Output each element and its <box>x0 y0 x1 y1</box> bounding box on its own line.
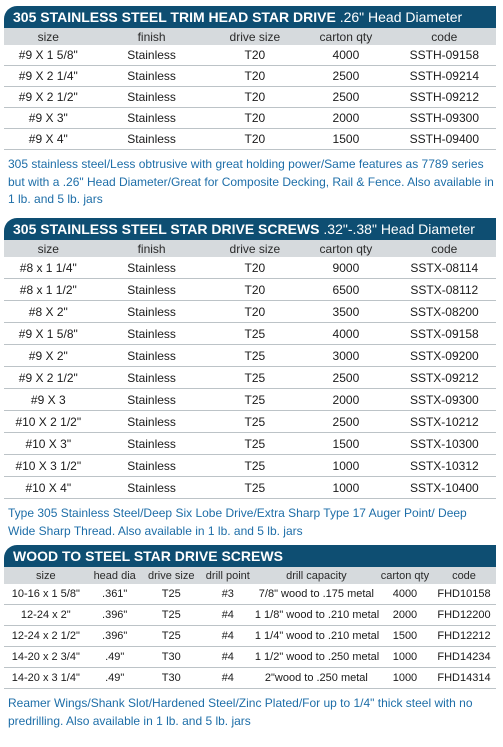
cell: Stainless <box>93 66 211 87</box>
cell: SSTX-08114 <box>393 257 496 279</box>
cell: #9 X 4" <box>4 129 93 150</box>
column-header: head dia <box>88 567 142 584</box>
cell: #8 x 1 1/4" <box>4 257 93 279</box>
cell: 1000 <box>299 477 392 499</box>
cell: .396" <box>88 626 142 647</box>
cell: 1000 <box>378 647 432 668</box>
cell: .49" <box>88 647 142 668</box>
cell: 1500 <box>378 626 432 647</box>
table-header-row <box>4 240 496 257</box>
cell: Stainless <box>93 389 211 411</box>
table-row <box>4 605 496 626</box>
cell: 1000 <box>299 455 392 477</box>
cell: FHD12212 <box>432 626 496 647</box>
section-note: 305 stainless steel/Less obtrusive with great holding power/Same features as 7789 series but with a .26" Head Diameter/Great for Composite Decking, Rail & Fence. Also available in 1 lb. and 5 lb. jars <box>8 157 494 206</box>
cell: SSTH-09212 <box>393 87 496 108</box>
table-row <box>4 45 496 66</box>
cell: SSTX-08112 <box>393 279 496 301</box>
cell: #9 X 3 <box>4 389 93 411</box>
product-table <box>4 567 496 689</box>
section-note: Type 305 Stainless Steel/Deep Six Lobe Drive/Extra Sharp Type 17 Auger Point/ Deep Wide Sharp Thread. Also available in 1 lb. and 5 lb. jars <box>8 506 467 538</box>
cell: 9000 <box>299 257 392 279</box>
cell: .361" <box>88 584 142 605</box>
cell: SSTX-10400 <box>393 477 496 499</box>
cell: SSTX-09158 <box>393 323 496 345</box>
cell: T25 <box>211 433 300 455</box>
table-row <box>4 584 496 605</box>
cell: SSTX-09300 <box>393 389 496 411</box>
column-header: carton qty <box>299 240 392 257</box>
cell: 10-16 x 1 5/8" <box>4 584 88 605</box>
cell: #10 X 4" <box>4 477 93 499</box>
cell: Stainless <box>93 301 211 323</box>
cell: #3 <box>201 584 255 605</box>
cell: Stainless <box>93 257 211 279</box>
cell: 1 1/8" wood to .210 metal <box>255 605 378 626</box>
cell: T30 <box>142 647 201 668</box>
section-title: WOOD TO STEEL STAR DRIVE SCREWS <box>13 548 283 564</box>
cell: Stainless <box>93 323 211 345</box>
cell: Stainless <box>93 477 211 499</box>
table-row <box>4 301 496 323</box>
table-row <box>4 87 496 108</box>
cell: T20 <box>211 45 300 66</box>
table-row <box>4 323 496 345</box>
cell: T25 <box>142 626 201 647</box>
cell: T20 <box>211 129 300 150</box>
cell: 4000 <box>378 584 432 605</box>
cell: Stainless <box>93 87 211 108</box>
table-row <box>4 647 496 668</box>
product-table <box>4 240 496 499</box>
section-title-banner <box>4 6 496 28</box>
cell: 14-20 x 2 3/4" <box>4 647 88 668</box>
cell: #9 X 2" <box>4 345 93 367</box>
cell: #9 X 2 1/2" <box>4 87 93 108</box>
column-header: size <box>4 28 93 45</box>
table-row <box>4 345 496 367</box>
cell: SSTX-10212 <box>393 411 496 433</box>
cell: 2500 <box>299 411 392 433</box>
cell: T25 <box>211 345 300 367</box>
column-header: carton qty <box>378 567 432 584</box>
section-trim-head <box>4 6 496 209</box>
cell: SSTH-09300 <box>393 108 496 129</box>
cell: #4 <box>201 605 255 626</box>
column-header: drive size <box>211 240 300 257</box>
cell: #4 <box>201 647 255 668</box>
cell: T20 <box>211 279 300 301</box>
cell: 4000 <box>299 45 392 66</box>
table-row <box>4 477 496 499</box>
cell: 2"wood to .250 metal <box>255 668 378 689</box>
column-header: code <box>432 567 496 584</box>
table-row <box>4 367 496 389</box>
cell: Stainless <box>93 433 211 455</box>
cell: Stainless <box>93 455 211 477</box>
cell: 4000 <box>299 323 392 345</box>
column-header: drill capacity <box>255 567 378 584</box>
cell: FHD14234 <box>432 647 496 668</box>
cell: #10 X 2 1/2" <box>4 411 93 433</box>
cell: SSTH-09400 <box>393 129 496 150</box>
cell: T20 <box>211 87 300 108</box>
cell: 2000 <box>299 389 392 411</box>
column-header: drill point <box>201 567 255 584</box>
cell: #9 X 2 1/4" <box>4 66 93 87</box>
cell: #9 X 2 1/2" <box>4 367 93 389</box>
table-row <box>4 108 496 129</box>
cell: SSTH-09214 <box>393 66 496 87</box>
cell: .49" <box>88 668 142 689</box>
cell: 12-24 x 2 1/2" <box>4 626 88 647</box>
cell: SSTX-10312 <box>393 455 496 477</box>
cell: 2500 <box>299 87 392 108</box>
cell: #8 X 2" <box>4 301 93 323</box>
section-title-suffix: .26" Head Diameter <box>339 9 463 25</box>
cell: Stainless <box>93 45 211 66</box>
table-row <box>4 279 496 301</box>
cell: T25 <box>142 605 201 626</box>
cell: Stainless <box>93 129 211 150</box>
column-header: code <box>393 240 496 257</box>
column-header: finish <box>93 240 211 257</box>
cell: Stainless <box>93 345 211 367</box>
cell: 14-20 x 3 1/4" <box>4 668 88 689</box>
section-title: 305 STAINLESS STEEL STAR DRIVE SCREWS <box>13 221 320 237</box>
cell: Stainless <box>93 411 211 433</box>
table-row <box>4 668 496 689</box>
product-table <box>4 28 496 150</box>
cell: SSTX-09200 <box>393 345 496 367</box>
cell: Stainless <box>93 108 211 129</box>
table-row <box>4 433 496 455</box>
cell: .396" <box>88 605 142 626</box>
cell: #9 X 1 5/8" <box>4 323 93 345</box>
column-header: size <box>4 240 93 257</box>
column-header: drive size <box>142 567 201 584</box>
cell: Stainless <box>93 279 211 301</box>
table-row <box>4 411 496 433</box>
cell: 1000 <box>378 668 432 689</box>
cell: 3500 <box>299 301 392 323</box>
cell: #10 X 3 1/2" <box>4 455 93 477</box>
cell: 3000 <box>299 345 392 367</box>
cell: 6500 <box>299 279 392 301</box>
cell: #8 x 1 1/2" <box>4 279 93 301</box>
section-title-banner <box>4 218 496 240</box>
cell: T25 <box>211 389 300 411</box>
column-header: drive size <box>211 28 300 45</box>
table-row <box>4 66 496 87</box>
cell: T25 <box>142 584 201 605</box>
cell: T25 <box>211 323 300 345</box>
cell: SSTX-10300 <box>393 433 496 455</box>
table-row <box>4 389 496 411</box>
cell: Stainless <box>93 367 211 389</box>
table-row <box>4 626 496 647</box>
section-star-drive <box>4 218 496 540</box>
section-wood-to-steel <box>4 545 496 730</box>
cell: SSTX-09212 <box>393 367 496 389</box>
cell: T25 <box>211 477 300 499</box>
table-row <box>4 455 496 477</box>
cell: #4 <box>201 626 255 647</box>
cell: T20 <box>211 301 300 323</box>
cell: T25 <box>211 367 300 389</box>
cell: T25 <box>211 455 300 477</box>
cell: 2000 <box>299 108 392 129</box>
column-header: carton qty <box>299 28 392 45</box>
table-row <box>4 257 496 279</box>
table-header-row <box>4 567 496 584</box>
cell: FHD10158 <box>432 584 496 605</box>
cell: #9 X 1 5/8" <box>4 45 93 66</box>
column-header: code <box>393 28 496 45</box>
cell: #9 X 3" <box>4 108 93 129</box>
table-row <box>4 129 496 150</box>
section-title-banner <box>4 545 496 567</box>
cell: 12-24 x 2" <box>4 605 88 626</box>
cell: 1500 <box>299 433 392 455</box>
cell: T20 <box>211 257 300 279</box>
section-title: 305 STAINLESS STEEL TRIM HEAD STAR DRIVE <box>13 9 336 25</box>
cell: #4 <box>201 668 255 689</box>
cell: T20 <box>211 66 300 87</box>
table-header-row <box>4 28 496 45</box>
column-header: size <box>4 567 88 584</box>
cell: 2500 <box>299 367 392 389</box>
section-title-suffix: .32"-.38" Head Diameter <box>323 221 475 237</box>
cell: 7/8" wood to .175 metal <box>255 584 378 605</box>
cell: FHD12200 <box>432 605 496 626</box>
cell: 1500 <box>299 129 392 150</box>
cell: 1 1/2" wood to .250 metal <box>255 647 378 668</box>
section-note: Reamer Wings/Shank Slot/Hardened Steel/Zinc Plated/For up to 1/4" thick steel with no predrilling. Also available in 1 lb. and 5 lb. jars <box>8 696 473 728</box>
cell: #10 X 3" <box>4 433 93 455</box>
cell: T20 <box>211 108 300 129</box>
cell: T30 <box>142 668 201 689</box>
column-header: finish <box>93 28 211 45</box>
cell: SSTH-09158 <box>393 45 496 66</box>
cell: T25 <box>211 411 300 433</box>
cell: SSTX-08200 <box>393 301 496 323</box>
cell: 2000 <box>378 605 432 626</box>
cell: 1 1/4" wood to .210 metal <box>255 626 378 647</box>
cell: 2500 <box>299 66 392 87</box>
cell: FHD14314 <box>432 668 496 689</box>
